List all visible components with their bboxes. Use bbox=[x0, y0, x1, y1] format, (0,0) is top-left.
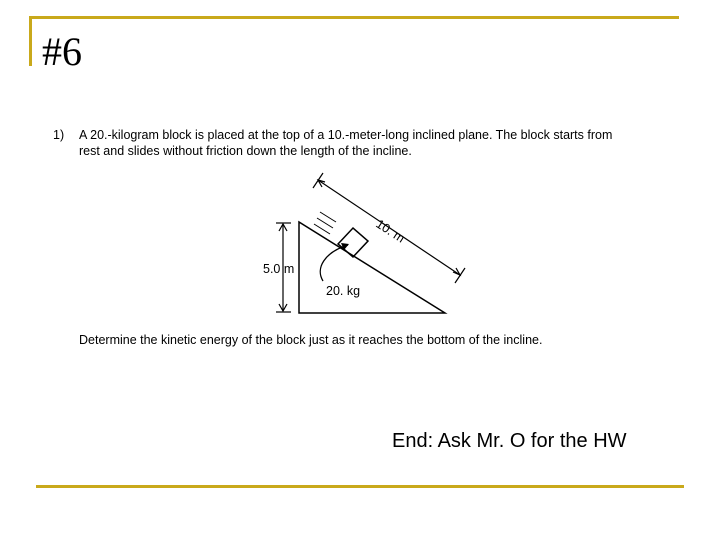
block bbox=[338, 228, 368, 257]
problem-line-1: A 20.-kilogram block is placed at the top of a 10.-meter-long inclined plane. The block starts from bbox=[79, 128, 613, 142]
end-note: End: Ask Mr. O for the HW bbox=[392, 430, 627, 452]
height-label: 5.0 m bbox=[263, 262, 295, 276]
problem-line-2: rest and slides without friction down the length of the incline. bbox=[79, 144, 412, 158]
length-label: 10. m bbox=[373, 216, 408, 246]
slide-title: #6 bbox=[42, 29, 82, 74]
question-text: Determine the kinetic energy of the block just as it reaches the bottom of the incline. bbox=[79, 333, 543, 347]
problem-number: 1) bbox=[53, 128, 65, 142]
motion-lines bbox=[314, 212, 336, 234]
mass-label: 20. kg bbox=[326, 284, 361, 298]
